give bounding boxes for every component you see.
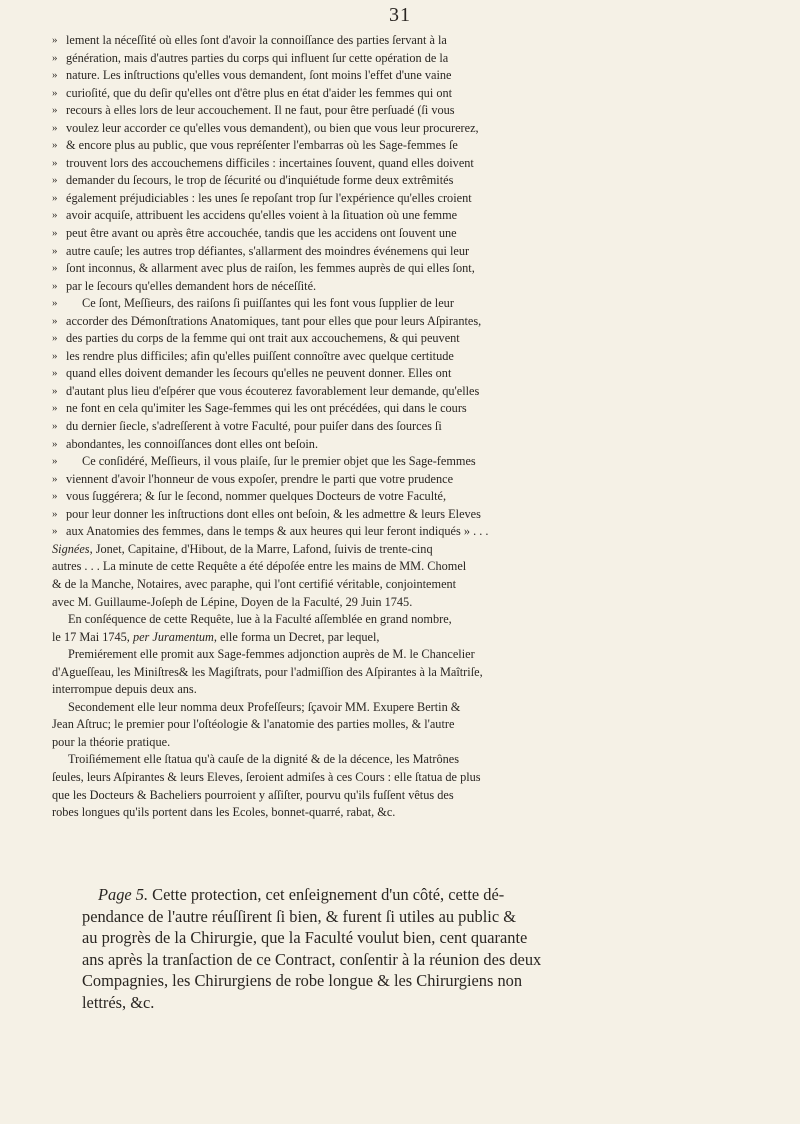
quoted-line bbox=[52, 32, 768, 50]
quoted-line-text: des parties du corps de la femme qui ont trait aux accouchemens, & qui peuvent bbox=[66, 331, 460, 346]
quoted-line bbox=[52, 471, 768, 489]
quoted-line bbox=[52, 400, 768, 418]
quoted-line bbox=[52, 523, 768, 541]
decree-date: le 17 Mai 1745, bbox=[52, 629, 133, 644]
quoted-line-text: quand elles doivent demander les ſecours qu'elles ne peuvent donner. Elles ont bbox=[66, 366, 452, 381]
quoted-line-text: demander du ſecours, le trop de ſécurité ou d'inquiétude forme deux extrêmités bbox=[66, 173, 454, 188]
quoted-line-text: du dernier ſiecle, s'adreſſerent à votre Faculté, pour puiſer dans des ſources ſi bbox=[66, 419, 442, 434]
quoted-line bbox=[52, 506, 768, 524]
quote-mark: » bbox=[52, 69, 58, 82]
quoted-line-text: ne font en cela qu'imiter les Sage-femmes qui les ont précédées, qui dans le cours bbox=[66, 401, 467, 416]
quoted-line bbox=[52, 243, 768, 261]
quoted-line-text: pour leur donner les inſtructions dont elles ont beſoin, & les admettre & leurs Eleves bbox=[66, 506, 481, 521]
quoted-line-text: Ce ſont, Meſſieurs, des raiſons ſi puiſſantes qui les font vous ſupplier de leur bbox=[82, 296, 454, 311]
quoted-line bbox=[52, 278, 768, 296]
quoted-line bbox=[52, 190, 768, 208]
decree-point-line: Troiſiémement elle ſtatua qu'à cauſe de la dignité & de la décence, les Matrônes bbox=[68, 752, 460, 767]
decree-latin: per Juramentum bbox=[132, 629, 214, 644]
quoted-line-text: recours à elles lors de leur accouchement. Il ne faut, pour être perſuadé (ſi vous bbox=[66, 103, 455, 118]
quote-mark: » bbox=[52, 314, 58, 327]
quote-mark: » bbox=[52, 437, 58, 450]
quoted-line bbox=[52, 120, 768, 138]
quoted-line bbox=[52, 436, 768, 454]
quote-mark: » bbox=[52, 349, 58, 362]
quoted-line bbox=[52, 102, 768, 120]
quoted-line-text: génération, mais d'autres parties du corps qui influent ſur cette opération de la bbox=[66, 50, 449, 65]
quote-mark: » bbox=[52, 139, 58, 152]
quote-mark: » bbox=[52, 191, 58, 204]
quote-mark: » bbox=[52, 384, 58, 397]
quoted-line bbox=[52, 207, 768, 225]
quoted-line bbox=[52, 348, 768, 366]
quoted-line bbox=[52, 488, 768, 506]
quote-mark: » bbox=[52, 420, 58, 433]
quoted-line-text: viennent d'avoir l'honneur de vous expoſer, prendre le parti que votre prudence bbox=[66, 471, 454, 486]
quoted-line-text: avoir acquiſe, attribuent les accidens qu'elles voient à la ſituation où une femme bbox=[66, 208, 458, 223]
footnote-line: pendance de l'autre réuſſirent ſi bien, & furent ſi utiles au public & bbox=[82, 906, 516, 926]
decree-point-line: Jean Aſtruc; le premier pour l'oſtéologie & l'anatomie des parties molles, & l'autre bbox=[52, 717, 455, 732]
notary-line: & de la Manche, Notaires, avec paraphe, qui l'ont certifié véritable, conjointement bbox=[52, 576, 457, 591]
quote-mark: » bbox=[52, 104, 58, 117]
quote-mark: » bbox=[52, 279, 58, 292]
decree-point-line: Secondement elle leur nomma deux Profeſſeurs; ſçavoir MM. Exupere Bertin & bbox=[68, 699, 461, 714]
quoted-line bbox=[52, 137, 768, 155]
quote-mark: » bbox=[52, 455, 58, 468]
footnote-line: Compagnies, les Chirurgiens de robe longue & les Chirurgiens non bbox=[82, 971, 523, 991]
quoted-line-text: ſont inconnus, & allarment avec plus de raiſon, les femmes auprès de qui elles ſont, bbox=[66, 261, 475, 276]
document-body bbox=[52, 32, 768, 822]
quoted-line-text: d'autant plus lieu d'eſpérer que vous écouterez favorablement leur demande, qu'elles bbox=[66, 383, 480, 398]
decree-point-line: d'Agueſſeau, les Miniſtres& les Magiſtrats, pour l'admiſſion des Aſpirantes à la Maîtriſe, bbox=[52, 664, 483, 679]
notary-paragraph bbox=[52, 558, 768, 611]
quoted-line-text: abondantes, les connoiſſances dont elles ont beſoin. bbox=[66, 436, 319, 451]
quoted-line bbox=[52, 330, 768, 348]
footnote bbox=[82, 884, 772, 1014]
quoted-line-text: Ce conſidéré, Meſſieurs, il vous plaiſe, ſur le premier objet que les Sage-femmes bbox=[82, 454, 476, 469]
quoted-line bbox=[52, 225, 768, 243]
quoted-line-text: aux Anatomies des femmes, dans le temps & aux heures qui leur feront indiqués » . . . bbox=[66, 524, 489, 539]
quoted-line bbox=[52, 50, 768, 68]
footnote-rest bbox=[82, 906, 772, 1014]
quoted-line bbox=[52, 260, 768, 278]
quoted-line bbox=[52, 313, 768, 331]
quote-mark: » bbox=[52, 86, 58, 99]
footnote-line: ans après la tranſaction de ce Contract, conſentir à la réunion des deux bbox=[82, 949, 542, 969]
quote-mark: » bbox=[52, 297, 58, 310]
quote-mark: » bbox=[52, 34, 58, 46]
quoted-request-paragraph-3 bbox=[52, 453, 768, 541]
notary-line: autres . . . La minute de cette Requête a été dépoſée entre les mains de MM. Chomel bbox=[52, 559, 467, 574]
quoted-line bbox=[52, 155, 768, 173]
quoted-line bbox=[52, 295, 768, 313]
quoted-line-text: également préjudiciables : les unes ſe repoſant trop ſur l'expérience qu'elles croient bbox=[66, 190, 472, 205]
quote-mark: » bbox=[52, 51, 58, 64]
quote-mark: » bbox=[52, 244, 58, 257]
signatures-line bbox=[52, 541, 768, 559]
quote-mark: » bbox=[52, 472, 58, 485]
decree-point-line: ſeules, leurs Aſpirantes & leurs Eleves, ſeroient admiſes à ces Cours : elle ſtatua de plus bbox=[52, 769, 481, 784]
footnote-line: au progrès de la Chirurgie, que la Faculté voulut bien, cent quarante bbox=[82, 928, 528, 948]
quoted-line-text: par le ſecours qu'elles demandent hors de néceſſité. bbox=[66, 278, 317, 293]
signatures-label: Signées bbox=[52, 541, 90, 556]
quote-mark: » bbox=[52, 332, 58, 345]
decree-point-line: Premiérement elle promit aux Sage-femmes adjonction auprès de M. le Chancelier bbox=[68, 647, 475, 662]
footnote-line-text: Cette protection, cet enſeignement d'un côté, cette dé- bbox=[148, 885, 505, 904]
quoted-request-paragraph-2 bbox=[52, 295, 768, 453]
quoted-line-text: accorder des Démonſtrations Anatomiques, tant pour elles que pour leurs Aſpirantes, bbox=[66, 313, 482, 328]
quoted-line bbox=[52, 418, 768, 436]
decree-point-line: que les Docteurs & Bacheliers pourroient y aſſiſter, pourvu qu'ils fuſſent vêtus des bbox=[52, 787, 454, 802]
signatures-names: , Jonet, Capitaine, d'Hibout, de la Marre, Lafond, ſuivis de trente-cinq bbox=[89, 541, 433, 556]
page-number: 31 bbox=[389, 4, 411, 26]
decree-point-line: pour la théorie pratique. bbox=[52, 734, 171, 749]
notary-line: avec M. Guillaume-Joſeph de Lépine, Doyen de la Faculté, 29 Juin 1745. bbox=[52, 594, 413, 609]
quote-mark: » bbox=[52, 209, 58, 222]
quote-mark: » bbox=[52, 402, 58, 415]
quote-mark: » bbox=[52, 262, 58, 275]
decree-point-line: interrompue depuis deux ans. bbox=[52, 682, 197, 697]
decree-points bbox=[52, 646, 768, 821]
quoted-line bbox=[52, 453, 768, 471]
footnote-line: lettrés, &c. bbox=[82, 992, 155, 1012]
quoted-line-text: trouvent lors des accouchemens difficiles : incertaines ſouvent, quand elles doivent bbox=[66, 155, 474, 170]
quote-mark: » bbox=[52, 490, 58, 503]
quoted-line-text: & encore plus au public, que vous repréſenter l'embarras où les Sage-femmes ſe bbox=[66, 138, 458, 153]
quoted-line bbox=[52, 67, 768, 85]
quote-mark: » bbox=[52, 367, 58, 380]
quoted-line-text: curioſité, que du deſir qu'elles ont d'être plus en état d'aider les femmes qui ont bbox=[66, 85, 453, 100]
quote-mark: » bbox=[52, 507, 58, 520]
quoted-line-text: vous ſuggérera; & ſur le ſecond, nommer quelques Docteurs de votre Faculté, bbox=[66, 489, 447, 504]
quoted-line-text: peut être avant ou après être accouchée, tandis que les accidens ont ſouvent une bbox=[66, 226, 457, 241]
quoted-line-text: les rendre plus difficiles; afin qu'elles puiſſent connoître avec quelque certitude bbox=[66, 348, 454, 363]
quoted-request-paragraph-1 bbox=[52, 32, 768, 295]
quoted-line bbox=[52, 365, 768, 383]
quoted-line-text: nature. Les inſtructions qu'elles vous demandent, ſont moins l'effet d'une vaine bbox=[66, 68, 452, 83]
decree-line-1: En conſéquence de cette Requête, lue à la Faculté aſſemblée en grand nombre, bbox=[68, 612, 452, 627]
quote-mark: » bbox=[52, 121, 58, 134]
quoted-line bbox=[52, 383, 768, 401]
decree-rest: , elle forma un Decret, par lequel, bbox=[213, 629, 380, 644]
footnote-page-label: Page 5. bbox=[98, 885, 149, 904]
decree-point-line: robes longues qu'ils portent dans les Ecoles, bonnet-quarré, rabat, &c. bbox=[52, 805, 396, 820]
quoted-line bbox=[52, 85, 768, 103]
quoted-line-text: lement la néceſſité où elles ſont d'avoir la connoiſſance des parties ſervant à la bbox=[66, 33, 447, 47]
quoted-line-text: autre cauſe; les autres trop défiantes, s'allarment des moindres événemens qui leur bbox=[66, 243, 470, 258]
quote-mark: » bbox=[52, 227, 58, 240]
quote-mark: » bbox=[52, 174, 58, 187]
quoted-line-text: voulez leur accorder ce qu'elles vous demandent), ou bien que vous leur procurerez, bbox=[66, 120, 479, 135]
quote-mark: » bbox=[52, 156, 58, 169]
quote-mark: » bbox=[52, 525, 58, 538]
quoted-line bbox=[52, 172, 768, 190]
decree-line-2 bbox=[52, 629, 768, 647]
footnote-line bbox=[82, 884, 772, 906]
